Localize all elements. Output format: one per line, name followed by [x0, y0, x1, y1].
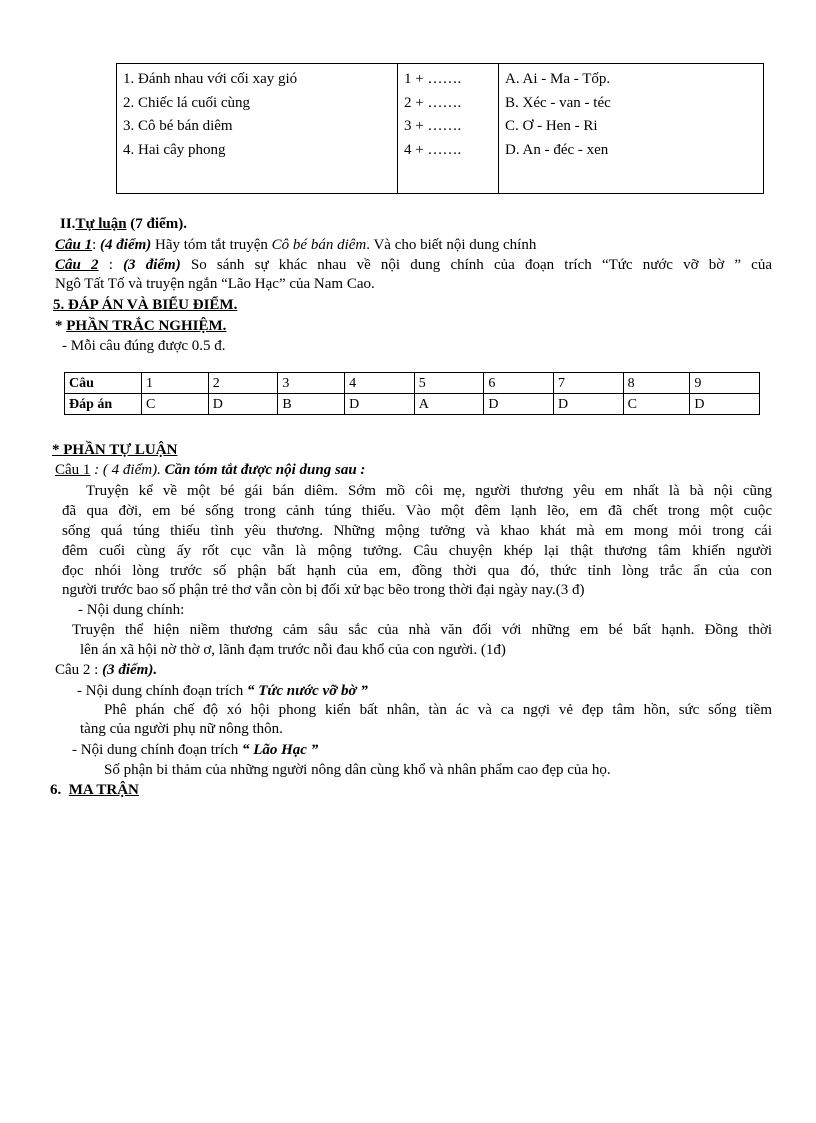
content-label: - Nội dung chính: — [78, 602, 185, 618]
work-item: 1. Đánh nhau với cối xay gió — [123, 71, 298, 87]
essay-question-2-line1: Câu 2 : (3 điểm) So sánh sự khác nhau về nội dung chính của đoạn trích “Tức nước vỡ bờ ” của — [55, 257, 772, 273]
essay-heading: II.Tự luận (7 điểm). — [60, 216, 187, 232]
answer-letter: C — [623, 394, 690, 415]
mc-note: - Mỗi câu đúng được 0.5 đ. — [62, 338, 226, 354]
answer-number: 5 — [414, 373, 484, 394]
essay-question-2-line2: Ngô Tất Tố và truyện ngắn “Lão Hạc” của Nam Cao. — [55, 276, 375, 292]
summary-line: đọc nhói lòng trước số phận bất hạnh của em, đồng thời qua đó, thức tỉnh lòng trắc ẩn của con — [62, 563, 772, 579]
essay-answer-1-heading: Câu 1 : ( 4 điểm). Cần tóm tắt được nội dung sau : — [55, 462, 366, 478]
q2-item-2-line: Số phận bi thảm của những người nông dân cùng khổ và nhân phẩm cao đẹp của họ. — [104, 762, 611, 778]
blanks-column — [398, 64, 499, 194]
matrix-heading: 6. MA TRẬN — [50, 782, 139, 798]
works-column — [117, 64, 398, 194]
answer-letter: B — [278, 394, 345, 415]
mc-section-title: * PHẦN TRẮC NGHIỆM. — [55, 318, 227, 334]
q2-item-1-line: Phê phán chế độ xó hội phong kiến bất nhân, tàn ác và ca ngợi vẻ đẹp tâm hồn, sức sống tiềm — [104, 702, 772, 718]
answer-letter: D — [553, 394, 623, 415]
blank-item: 2 + ……. — [404, 94, 462, 111]
summary-line: đêm cuối cùng ấy rốt cục vẫn là mộng tưởng. Câu chuyện khép lại thật thương tâm khiến người — [62, 543, 772, 559]
answer-letter: D — [345, 394, 415, 415]
answer-number: 1 — [142, 373, 209, 394]
work-item: 4. Hai cây phong — [123, 141, 226, 158]
answer-letter: D — [484, 394, 554, 415]
answer-key-a-label: Đáp án — [65, 394, 142, 415]
answer-key-table — [64, 372, 760, 415]
answer-number: 4 — [345, 373, 415, 394]
summary-line: Truyện kể về một bé gái bán diêm. Sớm mồ côi mẹ, người thương yêu em nhất là bà nội cũng — [86, 483, 772, 499]
summary-line: người trước bao số phận trẻ thơ vẫn còn bị đối xử bạc bẽo trong thời đại ngày nay.(3 đ) — [62, 582, 585, 598]
content-line: lên án xã hội nờ thờ ơ, lãnh đạm trước nỗi đau khổ của con người. (1đ) — [80, 642, 506, 658]
author-item: D. An - đéc - xen — [505, 141, 609, 158]
blank-item: 3 + ……. — [404, 118, 462, 134]
answer-letter: D — [690, 394, 760, 415]
summary-line: đã qua đời, em bé sống trong cảnh túng thiếu. Vào một đêm lạnh lẽo, em đã chết trong một cuộc — [62, 503, 772, 519]
answer-number: 2 — [208, 373, 278, 394]
author-item: A. Ai - Ma - Tốp. — [505, 71, 611, 87]
answer-key-letter-row — [65, 394, 760, 415]
q2-item-1-heading: - Nội dung chính đoạn trích “ Tức nước vỡ bờ ” — [77, 683, 368, 699]
blank-item: 4 + ……. — [404, 141, 462, 158]
answer-number: 7 — [553, 373, 623, 394]
answer-letter: D — [208, 394, 278, 415]
answer-number: 8 — [623, 373, 690, 394]
essay-answer-2-heading: Câu 2 : (3 điểm). — [55, 662, 158, 678]
work-item: 2. Chiếc lá cuối cùng — [123, 94, 251, 111]
answer-letter: A — [414, 394, 484, 415]
answer-number: 6 — [484, 373, 554, 394]
q2-item-2-heading: - Nội dung chính đoạn trích “ Lão Hạc ” — [72, 742, 319, 758]
blank-item: 1 + ……. — [404, 71, 462, 87]
work-item: 3. Cô bé bán diêm — [123, 118, 233, 134]
answer-letter: C — [142, 394, 209, 415]
essay-question-1: Câu 1: (4 điểm) Hãy tóm tắt truyện Cô bé bán diêm. Và cho biết nội dung chính — [55, 237, 537, 253]
author-item: C. Ơ - Hen - Ri — [505, 118, 598, 134]
answers-heading: 5. ĐÁP ÁN VÀ BIỂU ĐIỂM. — [53, 297, 238, 313]
answer-number: 3 — [278, 373, 345, 394]
answer-key-header-row — [65, 373, 760, 394]
answer-number: 9 — [690, 373, 760, 394]
author-item: B. Xéc - van - téc — [505, 94, 611, 111]
essay-answers-title: * PHẦN TỰ LUẬN — [52, 442, 178, 458]
summary-line: sống quá túng thiếu tình yêu thương. Những mộng tưởng và khao khát mà em mong mỏi trong cái — [62, 523, 772, 539]
content-line: Truyện thể hiện niềm thương cảm sâu sắc của nhà văn đối với những em bé bất hạnh. Đồng thời — [72, 622, 772, 638]
q2-item-1-line: tàng của người phụ nữ nông thôn. — [80, 721, 283, 737]
authors-column — [499, 64, 764, 194]
matching-table — [116, 63, 764, 194]
answer-key-q-label: Câu — [65, 373, 142, 394]
